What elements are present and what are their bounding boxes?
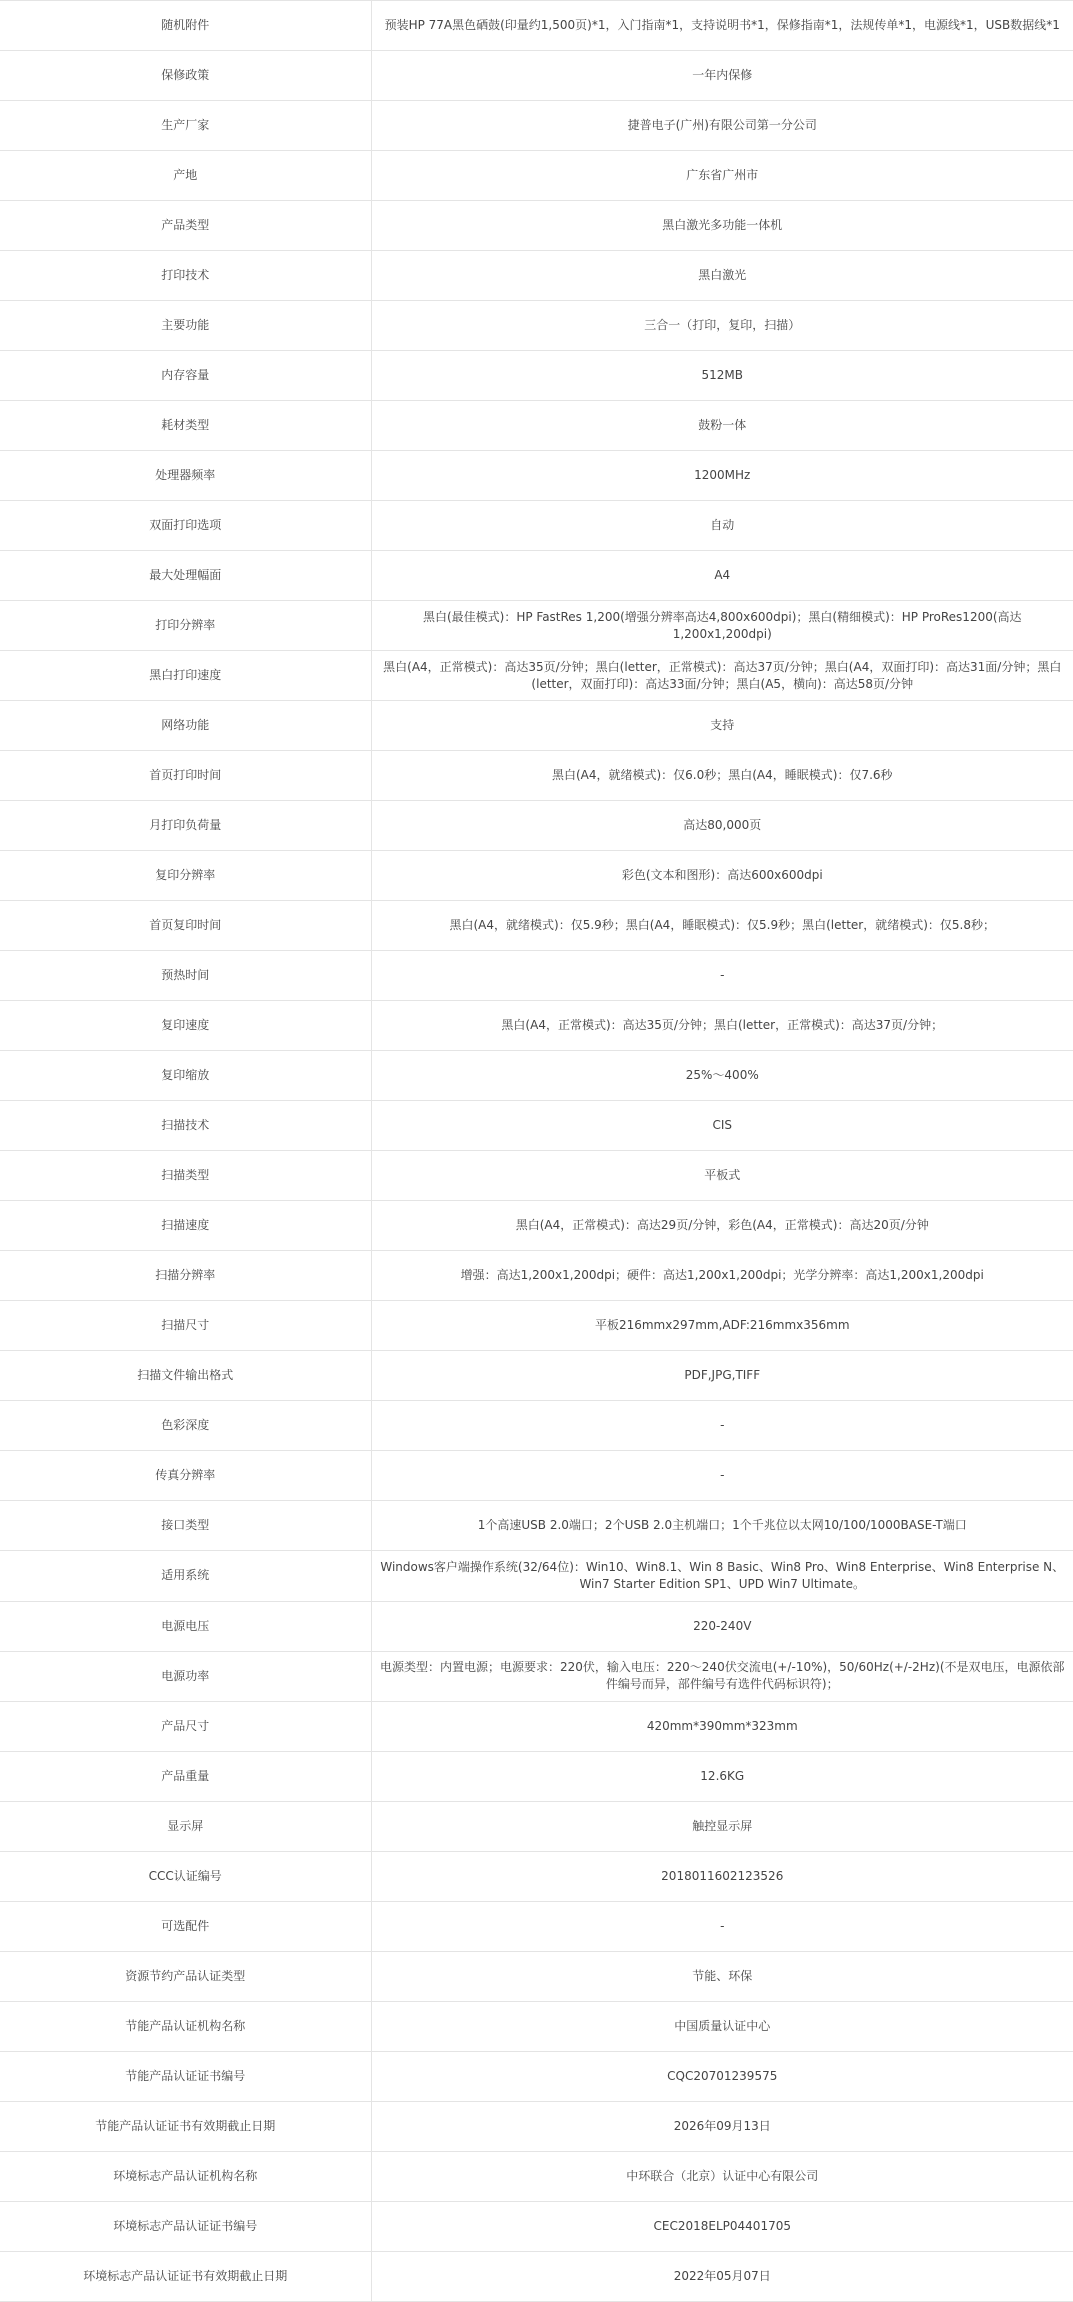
spec-row (0, 551, 1073, 601)
spec-value: 黑白激光 (371, 251, 1073, 301)
spec-label: 产品重量 (0, 1751, 371, 1801)
spec-value: 彩色(文本和图形)：高达600x600dpi (371, 851, 1073, 901)
spec-label: 打印技术 (0, 251, 371, 301)
spec-label: 显示屏 (0, 1801, 371, 1851)
spec-value: 512MB (371, 351, 1073, 401)
spec-label: 月打印负荷量 (0, 801, 371, 851)
spec-row (0, 351, 1073, 401)
spec-value: 420mm*390mm*323mm (371, 1701, 1073, 1751)
spec-label: 节能产品认证证书有效期截止日期 (0, 2101, 371, 2151)
spec-label: 接口类型 (0, 1501, 371, 1551)
spec-value: 2026年09月13日 (371, 2101, 1073, 2151)
spec-row (0, 1601, 1073, 1651)
spec-label: 首页打印时间 (0, 751, 371, 801)
spec-label: 复印速度 (0, 1001, 371, 1051)
spec-label: 网络功能 (0, 701, 371, 751)
spec-row (0, 301, 1073, 351)
spec-label: 环境标志产品认证证书有效期截止日期 (0, 2251, 371, 2301)
spec-row (0, 801, 1073, 851)
spec-row (0, 1751, 1073, 1801)
spec-label: 节能产品认证证书编号 (0, 2051, 371, 2101)
spec-value: 黑白(A4，就绪模式)：仅5.9秒；黑白(A4，睡眠模式)：仅5.9秒；黑白(letter，就绪模式)：仅5.8秒； (371, 901, 1073, 951)
spec-row (0, 401, 1073, 451)
spec-value: PDF,JPG,TIFF (371, 1351, 1073, 1401)
spec-label: 扫描类型 (0, 1151, 371, 1201)
spec-row (0, 1801, 1073, 1851)
spec-value: 增强：高达1,200x1,200dpi；硬件：高达1,200x1,200dpi；光学分辨率：高达1,200x1,200dpi (371, 1251, 1073, 1301)
spec-label: 复印分辨率 (0, 851, 371, 901)
spec-value: 黑白(A4，正常模式)：高达35页/分钟；黑白(letter，正常模式)：高达37页/分钟； (371, 1001, 1073, 1051)
spec-row (0, 1, 1073, 51)
spec-row (0, 1551, 1073, 1601)
spec-row (0, 1851, 1073, 1901)
spec-value: - (371, 1401, 1073, 1451)
spec-row (0, 1701, 1073, 1751)
spec-row (0, 2051, 1073, 2101)
spec-value: 2022年05月07日 (371, 2251, 1073, 2301)
spec-label: 产品尺寸 (0, 1701, 371, 1751)
spec-value: 平板216mmx297mm,ADF:216mmx356mm (371, 1301, 1073, 1351)
spec-row (0, 451, 1073, 501)
spec-label: 产地 (0, 151, 371, 201)
spec-label: 首页复印时间 (0, 901, 371, 951)
spec-value: 220-240V (371, 1601, 1073, 1651)
spec-label: 扫描文件输出格式 (0, 1351, 371, 1401)
spec-row (0, 2251, 1073, 2301)
spec-row (0, 1351, 1073, 1401)
spec-label: 扫描技术 (0, 1101, 371, 1151)
spec-label: 内存容量 (0, 351, 371, 401)
spec-label: 扫描尺寸 (0, 1301, 371, 1351)
spec-label: 双面打印选项 (0, 501, 371, 551)
spec-row (0, 2151, 1073, 2201)
spec-label: 生产厂家 (0, 101, 371, 151)
spec-label: 打印分辨率 (0, 601, 371, 651)
spec-value: - (371, 1901, 1073, 1951)
spec-label: 主要功能 (0, 301, 371, 351)
spec-row (0, 2001, 1073, 2051)
spec-label: 节能产品认证机构名称 (0, 2001, 371, 2051)
spec-row (0, 151, 1073, 201)
spec-value: 12.6KG (371, 1751, 1073, 1801)
spec-row (0, 651, 1073, 701)
spec-value: CEC2018ELP04401705 (371, 2201, 1073, 2251)
spec-row (0, 251, 1073, 301)
spec-label: 适用系统 (0, 1551, 371, 1601)
spec-row (0, 2101, 1073, 2151)
spec-label: 扫描分辨率 (0, 1251, 371, 1301)
spec-value: - (371, 1451, 1073, 1501)
spec-row (0, 701, 1073, 751)
spec-row (0, 101, 1073, 151)
spec-value: 预装HP 77A黑色硒鼓(印量约1,500页)*1，入门指南*1，支持说明书*1，保修指南*1，法规传单*1，电源线*1，USB数据线*1 (371, 1, 1073, 51)
spec-value: 2018011602123526 (371, 1851, 1073, 1901)
spec-value: 黑白(A4，正常模式)：高达35页/分钟；黑白(letter，正常模式)：高达37页/分钟；黑白(A4，双面打印)：高达31面/分钟；黑白(letter，双面打印)：高达33面/分钟；黑白(A5，横向)：高达58页/分钟 (371, 651, 1073, 701)
spec-row (0, 1401, 1073, 1451)
spec-value: 25%～400% (371, 1051, 1073, 1101)
spec-table-body (0, 1, 1073, 2302)
spec-label: 最大处理幅面 (0, 551, 371, 601)
spec-row (0, 1301, 1073, 1351)
spec-label: 传真分辨率 (0, 1451, 371, 1501)
spec-row (0, 51, 1073, 101)
spec-value: CIS (371, 1101, 1073, 1151)
spec-value: 捷普电子(广州)有限公司第一分公司 (371, 101, 1073, 151)
spec-row (0, 1001, 1073, 1051)
spec-label: 随机附件 (0, 1, 371, 51)
spec-label: CCC认证编号 (0, 1851, 371, 1901)
spec-label: 环境标志产品认证证书编号 (0, 2201, 371, 2251)
spec-row (0, 501, 1073, 551)
spec-label: 扫描速度 (0, 1201, 371, 1251)
spec-value: 中环联合（北京）认证中心有限公司 (371, 2151, 1073, 2201)
spec-label: 复印缩放 (0, 1051, 371, 1101)
spec-row (0, 1501, 1073, 1551)
spec-label: 处理器频率 (0, 451, 371, 501)
spec-row (0, 751, 1073, 801)
spec-row (0, 1201, 1073, 1251)
spec-row (0, 1251, 1073, 1301)
spec-value: 一年内保修 (371, 51, 1073, 101)
spec-value: 节能、环保 (371, 1951, 1073, 2001)
spec-value: 黑白(A4，正常模式)：高达29页/分钟，彩色(A4，正常模式)：高达20页/分钟 (371, 1201, 1073, 1251)
spec-label: 耗材类型 (0, 401, 371, 451)
spec-value: Windows客户端操作系统(32/64位)：Win10、Win8.1、Win 8 Basic、Win8 Pro、Win8 Enterprise、Win8 Enterprise N、Win7 Starter Edition SP1、UPD Win7 Ultimate。 (371, 1551, 1073, 1601)
spec-row (0, 201, 1073, 251)
spec-value: 黑白(A4，就绪模式)：仅6.0秒；黑白(A4，睡眠模式)：仅7.6秒 (371, 751, 1073, 801)
spec-value: 中国质量认证中心 (371, 2001, 1073, 2051)
spec-row (0, 1151, 1073, 1201)
spec-value: 1个高速USB 2.0端口；2个USB 2.0主机端口；1个千兆位以太网10/100/1000BASE-T端口 (371, 1501, 1073, 1551)
spec-row (0, 1901, 1073, 1951)
spec-value: - (371, 951, 1073, 1001)
spec-row (0, 901, 1073, 951)
spec-value: 平板式 (371, 1151, 1073, 1201)
spec-row (0, 601, 1073, 651)
spec-value: 广东省广州市 (371, 151, 1073, 201)
spec-value: 电源类型：内置电源；电源要求：220伏，输入电压：220～240伏交流电(+/-10%)，50/60Hz(+/-2Hz)(不是双电压，电源依部件编号而异，部件编号有选件代码标识符)； (371, 1651, 1073, 1701)
spec-value: 触控显示屏 (371, 1801, 1073, 1851)
spec-label: 保修政策 (0, 51, 371, 101)
spec-row (0, 1051, 1073, 1101)
spec-label: 色彩深度 (0, 1401, 371, 1451)
spec-row (0, 1101, 1073, 1151)
spec-label: 电源电压 (0, 1601, 371, 1651)
spec-row (0, 851, 1073, 901)
spec-value: 支持 (371, 701, 1073, 751)
spec-label: 资源节约产品认证类型 (0, 1951, 371, 2001)
spec-row (0, 951, 1073, 1001)
spec-value: 自动 (371, 501, 1073, 551)
spec-label: 电源功率 (0, 1651, 371, 1701)
spec-value: A4 (371, 551, 1073, 601)
spec-row (0, 1651, 1073, 1701)
spec-value: CQC20701239575 (371, 2051, 1073, 2101)
spec-label: 产品类型 (0, 201, 371, 251)
spec-value: 三合一（打印，复印，扫描） (371, 301, 1073, 351)
spec-label: 预热时间 (0, 951, 371, 1001)
spec-value: 黑白(最佳模式)：HP FastRes 1,200(增强分辨率高达4,800x600dpi)；黑白(精细模式)：HP ProRes1200(高达1,200x1,200dpi) (371, 601, 1073, 651)
spec-row (0, 1951, 1073, 2001)
spec-label: 环境标志产品认证机构名称 (0, 2151, 371, 2201)
spec-row (0, 1451, 1073, 1501)
spec-value: 鼓粉一体 (371, 401, 1073, 451)
spec-value: 黑白激光多功能一体机 (371, 201, 1073, 251)
spec-row (0, 2201, 1073, 2251)
spec-label: 黑白打印速度 (0, 651, 371, 701)
spec-value: 高达80,000页 (371, 801, 1073, 851)
spec-value: 1200MHz (371, 451, 1073, 501)
spec-label: 可选配件 (0, 1901, 371, 1951)
